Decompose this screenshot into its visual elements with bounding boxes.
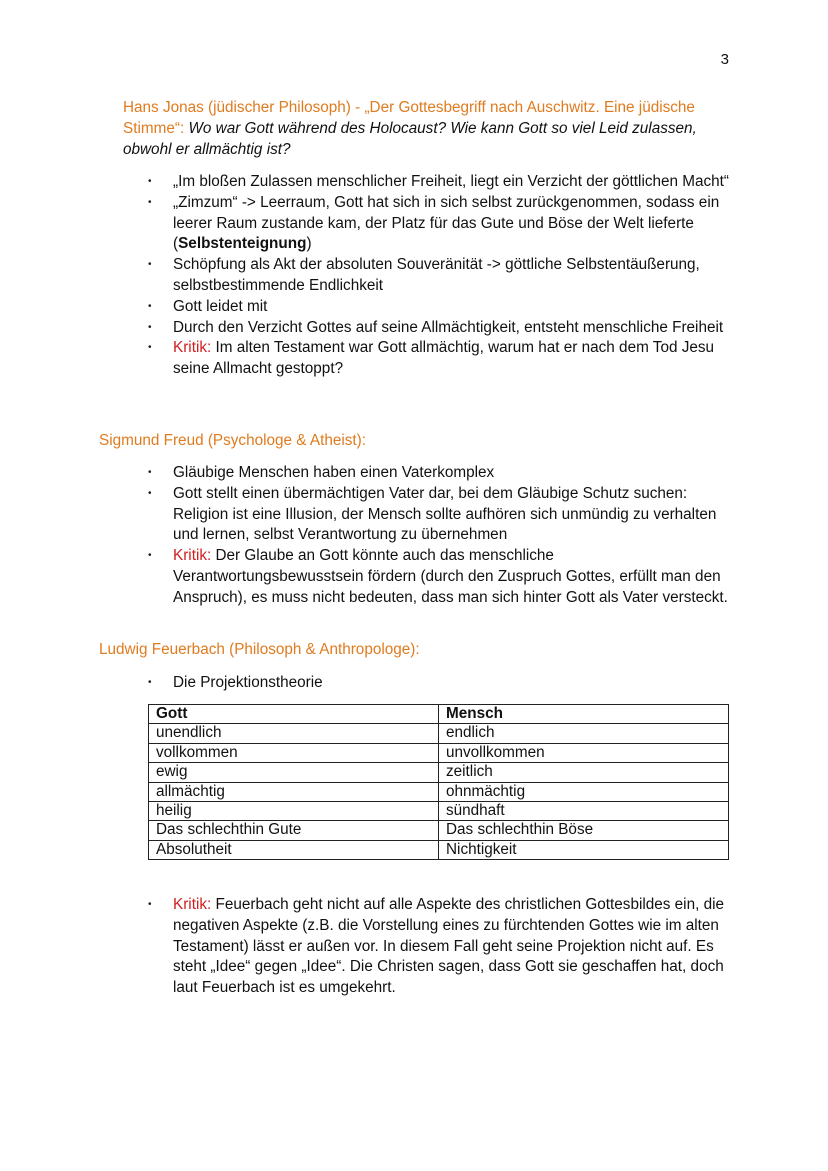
feuerbach-bullet-list (148, 673, 733, 694)
bold-close: ) (306, 235, 312, 253)
list-item: • Gläubige Menschen haben einen Vaterkomplex (148, 463, 738, 484)
freud-heading: Sigmund Freud (Psychologe & Atheist): (99, 432, 366, 449)
list-item: • „Im bloßen Zulassen menschlicher Freiheit, liegt ein Verzicht der göttlichen Macht“ (148, 172, 733, 193)
table-cell: ewig (149, 763, 439, 782)
list-item (148, 193, 733, 255)
list-item (148, 338, 733, 380)
kritik-text: Der Glaube an Gott könnte auch das menschliche Verantwortungsbewusstsein fördern (durch den Zuspruch Gottes, erfüllt man den Anspruch), es muss nicht bedeuten, dass man sich hinter Gott als Vater versteckt. (173, 547, 728, 606)
feuerbach-heading: Ludwig Feuerbach (Philosoph & Anthropologe): (99, 641, 420, 658)
table-row (149, 763, 729, 782)
jonas-bullet-list (148, 172, 733, 380)
jonas-intro (123, 98, 733, 160)
table-cell: vollkommen (149, 743, 439, 762)
kritik-text: Feuerbach geht nicht auf alle Aspekte des christlichen Gottesbildes ein, die negativen Aspekte (z.B. die Vorstellung eines zu fürchtenden Gottes wie im alten Testament) lässt er außen vor. In diesem Fall geht seine Projektion nicht auf. Es steht „Idee“ gegen „Idee“. Die Christen sagen, dass Gott sie geschaffen hat, doch laut Feuerbach ist es umgekehrt. (173, 896, 725, 997)
projection-table (148, 704, 729, 860)
table-cell: sündhaft (439, 802, 729, 821)
table-row (149, 840, 729, 859)
table-cell: unendlich (149, 724, 439, 743)
table-cell: allmächtig (149, 782, 439, 801)
kritik-label: Kritik: (173, 896, 212, 913)
table-cell: Nichtigkeit (439, 840, 729, 859)
jonas-question: Wo war Gott während des Holocaust? Wie kann Gott so viel Leid zulassen, obwohl er allmächtig ist? (123, 119, 697, 158)
table-row (149, 802, 729, 821)
bold-term: Selbstenteignung (178, 235, 307, 253)
table-header-mensch: Mensch (439, 705, 729, 724)
list-item-text: „Zimzum“ -> Leerraum, Gott hat sich in sich selbst zurückgenommen, sodass ein leerer Raum zustande kam, der Platz für das Gute und Böse der Welt lieferte ( (173, 193, 720, 253)
table-header-row (149, 705, 729, 724)
kritik-label: Kritik: (173, 547, 212, 565)
table-cell: heilig (149, 802, 439, 821)
table-header-gott: Gott (149, 705, 439, 724)
table-cell: unvollkommen (439, 743, 729, 762)
feuerbach-kritik-list (148, 895, 728, 999)
table-row (149, 724, 729, 743)
table-cell: Absolutheit (149, 840, 439, 859)
freud-bullet-list (148, 463, 738, 609)
list-item: • Schöpfung als Akt der absoluten Souveränität -> göttliche Selbstentäußerung, selbstbestimmende Endlichkeit (148, 255, 733, 297)
list-item: • Die Projektionstheorie (148, 673, 733, 694)
table-cell: ohnmächtig (439, 782, 729, 801)
page-number: 3 (720, 51, 729, 68)
table-row (149, 821, 729, 840)
list-item: • Gott stellt einen übermächtigen Vater dar, bei dem Gläubige Schutz suchen: Religion ist eine Illusion, der Mensch sollte aufhören sich unmündig zu verhalten und lernen, selbst Verantwortung zu übernehmen (148, 484, 738, 546)
list-item (148, 546, 738, 608)
table-row (149, 743, 729, 762)
table-row (149, 782, 729, 801)
kritik-label: Kritik: (173, 339, 212, 357)
table-cell: endlich (439, 724, 729, 743)
table-cell: zeitlich (439, 763, 729, 782)
kritik-text: Im alten Testament war Gott allmächtig, warum hat er nach dem Tod Jesu seine Allmacht gestoppt? (173, 339, 715, 378)
table-cell: Das schlechthin Gute (149, 821, 439, 840)
list-item (148, 895, 728, 999)
jonas-heading: Hans Jonas (jüdischer Philosoph) - „Der Gottesbegriff nach Auschwitz. Eine jüdische Stimme“: (123, 99, 695, 137)
list-item: • Durch den Verzicht Gottes auf seine Allmächtigkeit, entsteht menschliche Freiheit (148, 318, 733, 339)
table-cell: Das schlechthin Böse (439, 821, 729, 840)
list-item: • Gott leidet mit (148, 297, 733, 318)
